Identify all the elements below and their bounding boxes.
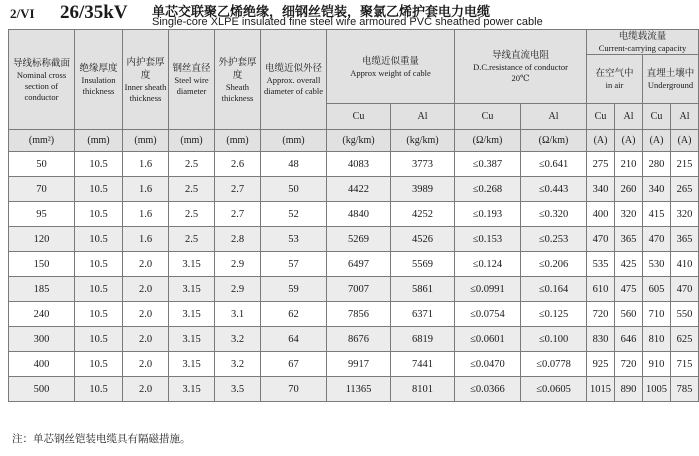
table-row [9, 227, 699, 252]
voltage-rating: 26/35kV [60, 2, 128, 23]
table-row [9, 352, 699, 377]
table-cell: 95 [9, 202, 75, 227]
table-cell: 8101 [391, 377, 455, 402]
unit-cell: (A) [643, 130, 671, 152]
table-cell: 4422 [327, 177, 391, 202]
table-cell: 410 [671, 252, 699, 277]
table-cell: 475 [615, 277, 643, 302]
table-cell: 2.5 [169, 177, 215, 202]
table-cell: 2.5 [169, 152, 215, 177]
table-cell: 415 [643, 202, 671, 227]
table-cell: 830 [587, 327, 615, 352]
table-cell: ≤0.443 [521, 177, 587, 202]
table-cell: 7856 [327, 302, 391, 327]
table-cell: 210 [615, 152, 643, 177]
table-cell: 3.15 [169, 327, 215, 352]
table-cell: 720 [587, 302, 615, 327]
col-steel-wire: 钢丝直径 Steel wire diameter [169, 30, 215, 130]
table-cell: 610 [587, 277, 615, 302]
table-cell: 2.8 [215, 227, 261, 252]
table-cell: 2.9 [215, 252, 261, 277]
table-cell: 6371 [391, 302, 455, 327]
table-row [9, 377, 699, 402]
table-cell: 470 [587, 227, 615, 252]
col-weight: 电缆近似重量 Approx weight of cable [327, 30, 455, 104]
unit-cell: (A) [587, 130, 615, 152]
table-cell: 3.15 [169, 302, 215, 327]
col-underground: 直埋土壤中 Underground [643, 55, 699, 104]
table-cell: 120 [9, 227, 75, 252]
table-cell: 215 [671, 152, 699, 177]
section-code: 2/VI [10, 6, 35, 21]
table-cell: 2.6 [215, 152, 261, 177]
sub-ground-al: Al [671, 104, 699, 130]
table-cell: 710 [643, 302, 671, 327]
table-cell: 425 [615, 252, 643, 277]
table-cell: 10.5 [75, 152, 123, 177]
table-cell: 2.0 [123, 277, 169, 302]
table-cell: 62 [261, 302, 327, 327]
unit-cell: (A) [671, 130, 699, 152]
table-cell: 320 [671, 202, 699, 227]
table-cell: 2.7 [215, 177, 261, 202]
table-cell: ≤0.206 [521, 252, 587, 277]
table-cell: 7441 [391, 352, 455, 377]
table-cell: 560 [615, 302, 643, 327]
table-cell: 150 [9, 252, 75, 277]
table-cell: 500 [9, 377, 75, 402]
table-cell: 720 [615, 352, 643, 377]
table-row [9, 302, 699, 327]
table-cell: ≤0.125 [521, 302, 587, 327]
sub-resistance-al: Al [521, 104, 587, 130]
table-cell: 53 [261, 227, 327, 252]
table-cell: ≤0.0991 [455, 277, 521, 302]
table-cell: 185 [9, 277, 75, 302]
table-cell: ≤0.193 [455, 202, 521, 227]
unit-cell: (Ω/km) [455, 130, 521, 152]
cable-spec-table [8, 29, 699, 402]
table-cell: 10.5 [75, 202, 123, 227]
table-cell: 785 [671, 377, 699, 402]
table-cell: 10.5 [75, 277, 123, 302]
table-cell: 2.7 [215, 202, 261, 227]
page-header [0, 0, 670, 30]
table-cell: 1.6 [123, 177, 169, 202]
table-cell: ≤0.641 [521, 152, 587, 177]
table-cell: 400 [587, 202, 615, 227]
table-cell: ≤0.124 [455, 252, 521, 277]
table-cell: 4840 [327, 202, 391, 227]
table-cell: 810 [643, 327, 671, 352]
table-cell: 530 [643, 252, 671, 277]
table-cell: 7007 [327, 277, 391, 302]
col-overall-diameter: 电缆近似外径 Approx. overall diameter of cable [261, 30, 327, 130]
table-row [9, 152, 699, 177]
table-cell: 2.5 [169, 202, 215, 227]
table-cell: 3.2 [215, 327, 261, 352]
table-cell: 470 [671, 277, 699, 302]
table-cell: 10.5 [75, 377, 123, 402]
unit-cell: (mm²) [9, 130, 75, 152]
unit-cell: (mm) [261, 130, 327, 152]
table-cell: 67 [261, 352, 327, 377]
table-cell: 2.0 [123, 377, 169, 402]
sub-ground-cu: Cu [643, 104, 671, 130]
unit-cell: (mm) [75, 130, 123, 152]
table-cell: 70 [261, 377, 327, 402]
table-cell: 10.5 [75, 352, 123, 377]
table-cell: 70 [9, 177, 75, 202]
unit-cell: (kg/km) [391, 130, 455, 152]
col-sheath: 外护套厚度 Sheath thickness [215, 30, 261, 130]
table-cell: 9917 [327, 352, 391, 377]
unit-cell: (mm) [169, 130, 215, 152]
unit-cell: (mm) [123, 130, 169, 152]
table-cell: 340 [643, 177, 671, 202]
table-cell: ≤0.100 [521, 327, 587, 352]
table-cell: 10.5 [75, 227, 123, 252]
unit-cell: (Ω/km) [521, 130, 587, 152]
table-cell: 2.0 [123, 327, 169, 352]
sub-air-cu: Cu [587, 104, 615, 130]
col-current: 电缆载流量 Current-carrying capacity [587, 30, 699, 55]
table-cell: 470 [643, 227, 671, 252]
sub-weight-cu: Cu [327, 104, 391, 130]
table-cell: 320 [615, 202, 643, 227]
table-cell: 240 [9, 302, 75, 327]
table-cell: 925 [587, 352, 615, 377]
table-cell: 646 [615, 327, 643, 352]
table-cell: 4526 [391, 227, 455, 252]
table-cell: 3.1 [215, 302, 261, 327]
table-cell: ≤0.387 [455, 152, 521, 177]
table-cell: ≤0.0605 [521, 377, 587, 402]
table-cell: 550 [671, 302, 699, 327]
table-cell: 265 [671, 177, 699, 202]
table-cell: 300 [9, 327, 75, 352]
table-cell: 1.6 [123, 152, 169, 177]
table-cell: 10.5 [75, 252, 123, 277]
table-cell: ≤0.253 [521, 227, 587, 252]
table-cell: 2.0 [123, 352, 169, 377]
table-cell: 1.6 [123, 227, 169, 252]
table-cell: ≤0.0754 [455, 302, 521, 327]
table-cell: 1005 [643, 377, 671, 402]
table-row [9, 202, 699, 227]
table-cell: 57 [261, 252, 327, 277]
table-row [9, 327, 699, 352]
table-cell: ≤0.0366 [455, 377, 521, 402]
table-cell: 50 [9, 152, 75, 177]
table-cell: 6497 [327, 252, 391, 277]
table-cell: 4252 [391, 202, 455, 227]
title-english: Single-core XLPE insulated fine steel wire armoured PVC sheathed power cable [152, 16, 543, 28]
table-cell: 365 [615, 227, 643, 252]
table-cell: 52 [261, 202, 327, 227]
table-cell: 275 [587, 152, 615, 177]
table-cell: 64 [261, 327, 327, 352]
table-cell: 625 [671, 327, 699, 352]
title-chinese: 单芯交联聚乙烯绝缘，细钢丝铠装，聚氯乙烯护套电力电缆 [152, 5, 491, 20]
table-cell: 260 [615, 177, 643, 202]
col-insulation: 绝缘厚度 Insulation thickness [75, 30, 123, 130]
table-row [9, 277, 699, 302]
table-cell: 400 [9, 352, 75, 377]
table-cell: 3.15 [169, 352, 215, 377]
unit-cell: (A) [615, 130, 643, 152]
table-cell: ≤0.164 [521, 277, 587, 302]
table-cell: 10.5 [75, 327, 123, 352]
table-cell: ≤0.153 [455, 227, 521, 252]
table-cell: 605 [643, 277, 671, 302]
table-cell: 3.15 [169, 377, 215, 402]
table-body [9, 130, 699, 402]
sub-resistance-cu: Cu [455, 104, 521, 130]
table-cell: 715 [671, 352, 699, 377]
table-cell: 2.0 [123, 302, 169, 327]
units-row [9, 130, 699, 152]
col-resistance: 导线直流电阻 D.C.resistance of conductor 20℃ [455, 30, 587, 104]
col-inner-sheath: 内护套厚度 Inner sheath thickness [123, 30, 169, 130]
table-cell: 280 [643, 152, 671, 177]
table-cell: 3.2 [215, 352, 261, 377]
table-cell: 5269 [327, 227, 391, 252]
table-cell: 890 [615, 377, 643, 402]
table-cell: ≤0.0778 [521, 352, 587, 377]
table-row [9, 177, 699, 202]
table-cell: ≤0.0470 [455, 352, 521, 377]
table-cell: ≤0.0601 [455, 327, 521, 352]
table-cell: 2.5 [169, 227, 215, 252]
col-in-air: 在空气中 in air [587, 55, 643, 104]
table-cell: 5569 [391, 252, 455, 277]
table-cell: 535 [587, 252, 615, 277]
table-cell: 3.5 [215, 377, 261, 402]
footnote: 注：单芯钢丝铠装电缆具有隔磁措施。 [12, 433, 191, 445]
table-cell: 1015 [587, 377, 615, 402]
table-cell: 1.6 [123, 202, 169, 227]
unit-cell: (kg/km) [327, 130, 391, 152]
table-cell: 5861 [391, 277, 455, 302]
table-cell: 10.5 [75, 302, 123, 327]
table-cell: 3773 [391, 152, 455, 177]
table-cell: 50 [261, 177, 327, 202]
unit-cell: (mm) [215, 130, 261, 152]
sub-air-al: Al [615, 104, 643, 130]
table-cell: 6819 [391, 327, 455, 352]
table-cell: 10.5 [75, 177, 123, 202]
table-cell: 59 [261, 277, 327, 302]
table-cell: 2.0 [123, 252, 169, 277]
table-cell: 910 [643, 352, 671, 377]
table-cell: 3.15 [169, 252, 215, 277]
table-cell: ≤0.268 [455, 177, 521, 202]
table-cell: 11365 [327, 377, 391, 402]
table-cell: 4083 [327, 152, 391, 177]
table-cell: ≤0.320 [521, 202, 587, 227]
table-cell: 8676 [327, 327, 391, 352]
table-cell: 48 [261, 152, 327, 177]
table-row [9, 252, 699, 277]
table-cell: 3989 [391, 177, 455, 202]
table-cell: 340 [587, 177, 615, 202]
sub-weight-al: Al [391, 104, 455, 130]
col-cross-section: 导线标称截面 Nominal cross section of conductor [9, 30, 75, 130]
table-cell: 3.15 [169, 277, 215, 302]
table-cell: 365 [671, 227, 699, 252]
table-cell: 2.9 [215, 277, 261, 302]
